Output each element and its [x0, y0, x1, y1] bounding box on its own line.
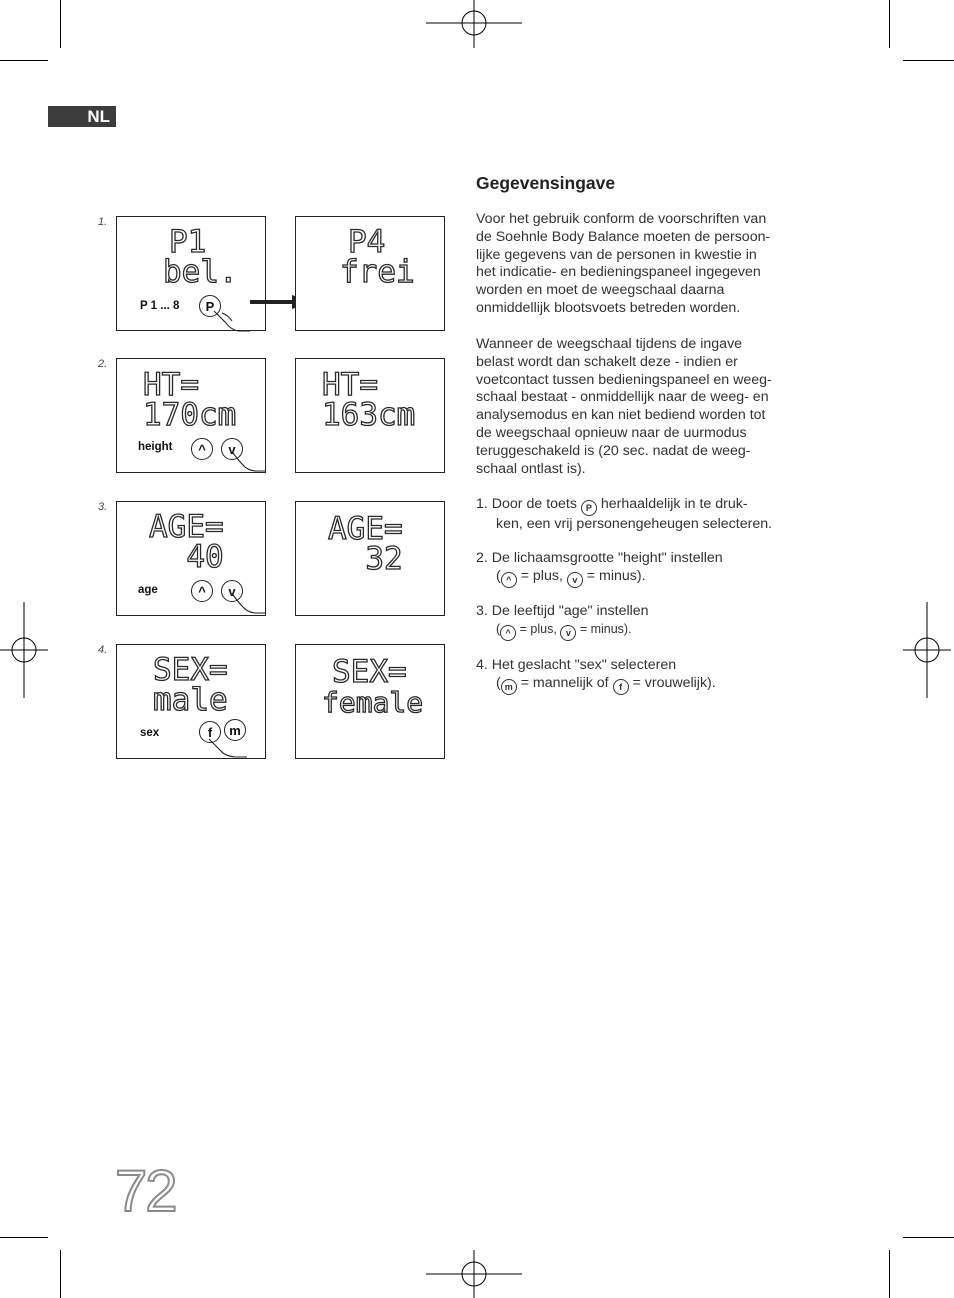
- text-line: onmiddellijk blootsvoets betreden worden.: [476, 299, 741, 316]
- finger-icon: [231, 451, 267, 473]
- down-button[interactable]: v: [221, 438, 243, 460]
- lcd-display-step1-left: [116, 216, 266, 331]
- crop-mark: [0, 1237, 48, 1238]
- page-number: 72: [115, 1159, 176, 1224]
- list-item-1: 1. Door de toets P herhaaldelijk in te druk- ken, een vrij personengeheugen selecteren.: [476, 496, 773, 532]
- step-number: 2.: [98, 358, 108, 370]
- text-line: teruggeschakeld is (20 sec. nadat de weeg-: [476, 442, 751, 459]
- lcd-text-line: HT=: [143, 367, 199, 403]
- text-line: de weegschaal opnieuw naar de uurmodus: [476, 424, 747, 441]
- crop-mark: [889, 1250, 890, 1298]
- lcd-text-line: 163cm: [322, 397, 416, 433]
- text-line: worden en moet de weegschaal daarna: [476, 282, 725, 299]
- text-line: schaal bestaat - onmiddellijk naar de weeg- en: [476, 389, 769, 406]
- lcd-display-step2-left: [116, 358, 266, 473]
- lcd-display-step3-right: [295, 501, 445, 616]
- lcd-text-line: SEX=: [153, 652, 228, 688]
- crop-mark: [889, 0, 890, 48]
- text-line: Wanneer de weegschaal tijdens de ingave: [476, 336, 743, 352]
- p-button[interactable]: P: [199, 295, 221, 317]
- down-button[interactable]: v: [221, 580, 243, 602]
- text-line: schaal ontlast is).: [476, 460, 586, 477]
- finger-icon: [207, 737, 257, 759]
- lcd-text-line: P1: [169, 224, 207, 260]
- lcd-display-step1-right: [295, 216, 445, 331]
- lcd-text-line: female: [322, 686, 424, 719]
- text-line: het indicatie- en bedieningspaneel ingegeven: [476, 264, 761, 281]
- lcd-text-line: SEX=: [332, 654, 407, 690]
- text-line: lijke gegevens van de personen in kwestie in: [476, 246, 757, 263]
- age-label: age: [138, 584, 158, 596]
- crop-mark: [903, 60, 954, 61]
- lcd-display-step4-right: [295, 644, 445, 759]
- list-item-2: 2. De lichaamsgrootte "height" instellen ( ^ = plus, v = minus).: [476, 550, 816, 588]
- step-number: 1.: [98, 216, 108, 228]
- down-button-icon: v: [567, 572, 583, 588]
- registration-mark-left: [0, 602, 48, 698]
- crop-mark: [60, 1250, 61, 1298]
- p-button-icon: P: [581, 500, 597, 516]
- registration-mark-right: [903, 602, 951, 698]
- lcd-display-step3-left: [116, 501, 266, 616]
- f-button[interactable]: f: [199, 721, 221, 743]
- warning-paragraph: [476, 336, 816, 478]
- text-line: voetcontact tussen bedieningspaneel en weeg-: [476, 371, 772, 388]
- lcd-display-step2-right: [295, 358, 445, 473]
- sex-label: sex: [140, 727, 160, 739]
- lcd-text-line: AGE=: [328, 511, 403, 547]
- profile-range-label: P 1 ... 8: [140, 300, 180, 312]
- language-label: NL: [87, 107, 110, 126]
- section-heading: Gegevensingave: [476, 173, 616, 193]
- m-button-icon: m: [501, 679, 517, 695]
- up-button-icon: ^: [500, 625, 516, 641]
- height-label: height: [138, 441, 173, 453]
- lcd-text-line: male: [153, 682, 228, 718]
- f-button-icon: f: [613, 679, 629, 695]
- lcd-text-line: bel.: [163, 254, 238, 290]
- finger-icon: [212, 309, 252, 333]
- text-line: analysemodus en kan niet bediend worden tot: [476, 407, 766, 424]
- crop-mark: [60, 0, 61, 48]
- down-button-icon: v: [560, 625, 576, 641]
- lcd-text-line: frei: [340, 254, 415, 290]
- lcd-text-line: AGE=: [149, 509, 224, 545]
- m-button[interactable]: m: [224, 719, 246, 741]
- crop-mark: [903, 1237, 954, 1238]
- lcd-text-line: 40: [149, 539, 224, 575]
- lcd-text-line: P4: [348, 224, 386, 260]
- text-line: de Soehnle Body Balance moeten de persoon-: [476, 228, 771, 245]
- lcd-display-step4-left: [116, 644, 266, 759]
- up-button[interactable]: ^: [191, 438, 213, 460]
- text-line: Voor het gebruik conform de voorschriften van: [476, 211, 767, 227]
- registration-mark-bottom: [426, 1250, 522, 1298]
- registration-mark-top: [426, 0, 522, 48]
- finger-icon: [231, 593, 267, 615]
- step-number: 4.: [98, 644, 108, 656]
- crop-mark: [0, 60, 48, 61]
- list-item-3: 3. De leeftijd "age" instellen ( ^ = plus, v = minus).: [476, 603, 816, 641]
- list-item-4: 4. Het geslacht "sex" selecteren ( m = mannelijk of f = vrouwelijk).: [476, 657, 816, 695]
- lcd-text-line: 32: [328, 541, 403, 577]
- up-button[interactable]: ^: [191, 580, 213, 602]
- up-button-icon: ^: [501, 572, 517, 588]
- intro-paragraph: [476, 211, 816, 318]
- text-line: belast wordt dan schakelt deze - indien er: [476, 353, 738, 370]
- lcd-text-line: HT=: [322, 367, 378, 403]
- step-number: 3.: [98, 501, 108, 513]
- lcd-text-line: 170cm: [143, 397, 237, 433]
- language-tab: [48, 106, 116, 127]
